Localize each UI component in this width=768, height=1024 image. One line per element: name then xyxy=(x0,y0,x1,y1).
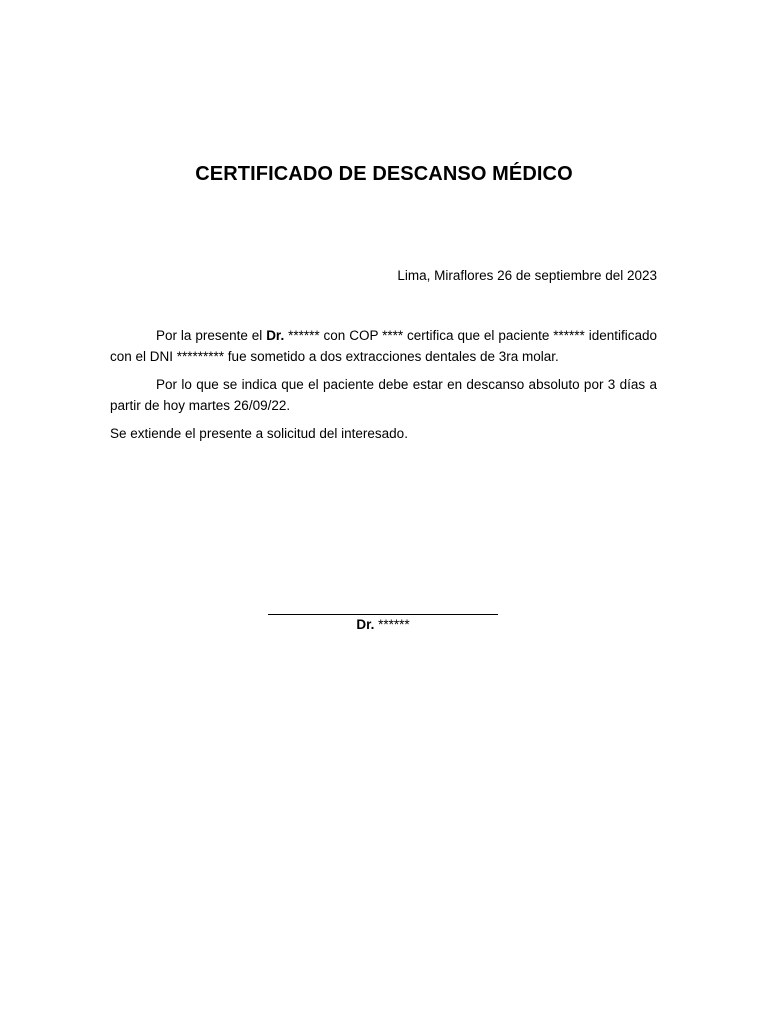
signature-line xyxy=(268,614,498,615)
signature-name xyxy=(268,617,498,632)
document-body xyxy=(110,326,657,453)
date-line: Lima, Miraflores 26 de septiembre del 2023 xyxy=(397,268,657,283)
paragraph-rest-indication: Por lo que se indica que el paciente debe estar en descanso absoluto por 3 días a partir de hoy martes 26/09/22. xyxy=(110,377,657,413)
paragraph-certification xyxy=(110,326,657,367)
signature-block xyxy=(268,600,498,632)
paragraph-certification-start: Por la presente el xyxy=(156,328,267,343)
signature-doctor-name: ****** xyxy=(374,617,410,632)
paragraph-certification-rest: ****** con COP **** certifica que el paciente ****** identificado con el DNI ********* fue sometido a dos extracciones dentales de 3ra molar. xyxy=(110,328,657,364)
paragraph-closing: Se extiende el presente a solicitud del interesado. xyxy=(110,426,408,441)
signature-prefix: Dr. xyxy=(356,617,375,632)
document-title: CERTIFICADO DE DESCANSO MÉDICO xyxy=(195,163,573,185)
doctor-prefix: Dr. xyxy=(266,328,285,343)
